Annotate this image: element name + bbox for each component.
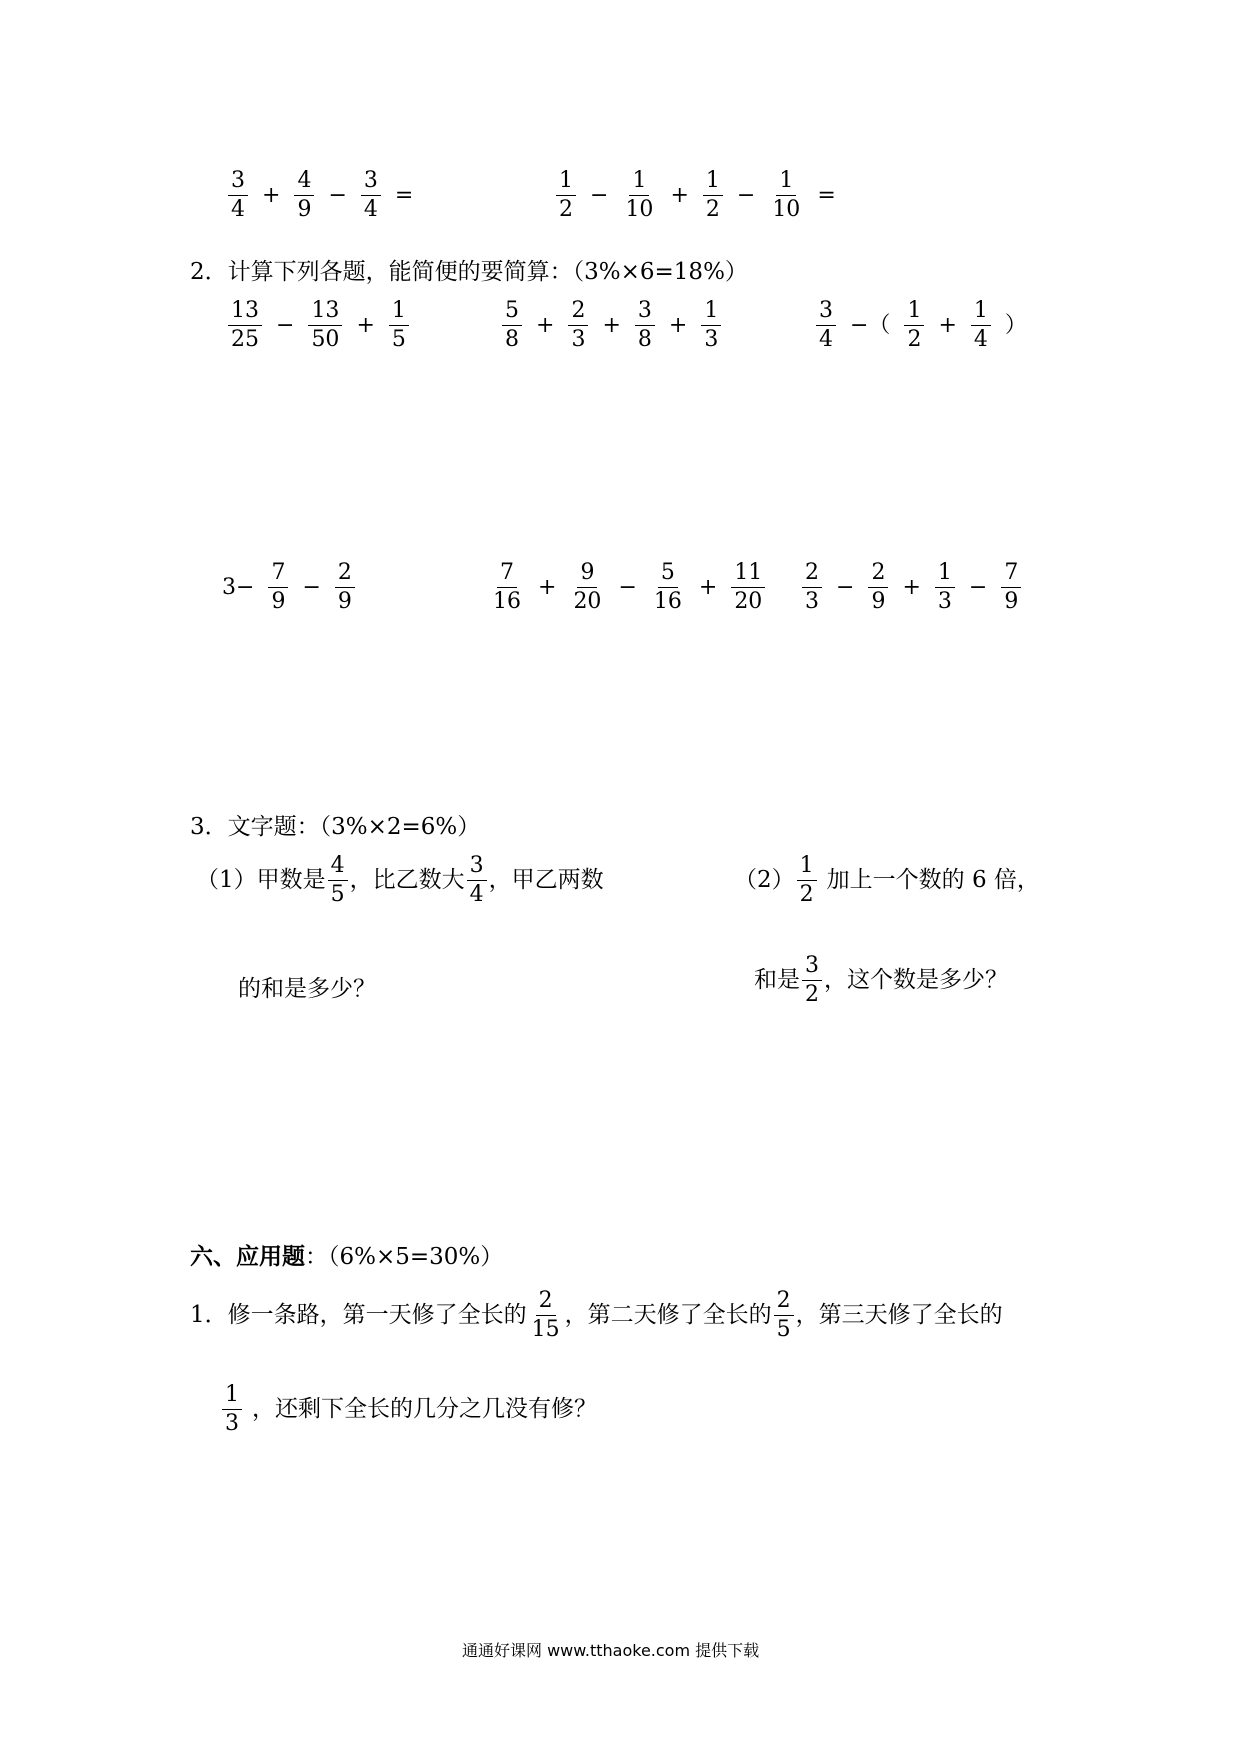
problem-2-5: $\frac{7}{16}$ + $\frac{9}{20}$ − $\frac{5}{16}$ + $\frac{11}{20}$ [484, 562, 771, 613]
fraction: $\frac{3}{4}$ [228, 170, 248, 221]
application-problem-1-line2: $\frac{1}{3}$ ，还剩下全长的几分之几没有修？ [222, 1384, 597, 1435]
problem-2-3: $\frac{3}{4}$ −（ $\frac{1}{2}$ + $\frac{1}{4}$ ） [810, 300, 1035, 351]
fraction: $\frac{3}{4}$ [361, 170, 381, 221]
fraction: $\frac{1}{2}$ [556, 170, 576, 221]
expression-top-left: $\frac{3}{4}$ + $\frac{4}{9}$ − $\frac{3}{4}$ = [222, 170, 421, 221]
problem-2-1: $\frac{13}{25}$ − $\frac{13}{50}$ + $\frac{1}{5}$ [222, 300, 415, 351]
application-problem-1: 1．修一条路，第一天修了全长的 $\frac{2}{15}$ ，第二天修了全长的 $\frac{2}{5}$ ，第三天修了全长的 [190, 1288, 1003, 1342]
expression-top-right: $\frac{1}{2}$ − $\frac{1}{10}$ + $\frac{1}{2}$ − $\frac{1}{10}$ = [550, 170, 844, 221]
word-problem-2: （2） $\frac{1}{2}$ 加上一个数的 6 倍， [734, 853, 1040, 907]
section6-title: 六、应用题：（6%×5=30%） [190, 1243, 504, 1270]
fraction: $\frac{1}{10}$ [625, 168, 654, 222]
section3-title: 3．文字题：（3%×2=6%） [190, 814, 481, 840]
problem-2-4: 3− $\frac{7}{9}$ − $\frac{2}{9}$ [222, 562, 361, 613]
problem-2-6: $\frac{2}{3}$ − $\frac{2}{9}$ + $\frac{1}{3}$ − $\frac{7}{9}$ [796, 562, 1027, 613]
section2-title: 2．计算下列各题，能简便的要简算：（3%×6=18%） [190, 259, 748, 285]
word-problem-2-line2: 和是 $\frac{3}{2}$ ，这个数是多少？ [754, 953, 1008, 1007]
fraction: $\frac{1}{10}$ [772, 168, 801, 222]
word-problem-1: （1）甲数是 $\frac{4}{5}$ ，比乙数大 $\frac{3}{4}$ ，甲乙两数 [196, 853, 604, 907]
fraction: $\frac{1}{2}$ [703, 170, 723, 221]
word-problem-1-line2: 的和是多少？ [238, 976, 376, 1002]
fraction: $\frac{4}{9}$ [294, 170, 314, 221]
footer-text: 通通好课网 www.tthaoke.com 提供下载 [462, 1641, 760, 1660]
problem-2-2: $\frac{5}{8}$ + $\frac{2}{3}$ + $\frac{3}{8}$ + $\frac{1}{3}$ [496, 300, 727, 351]
